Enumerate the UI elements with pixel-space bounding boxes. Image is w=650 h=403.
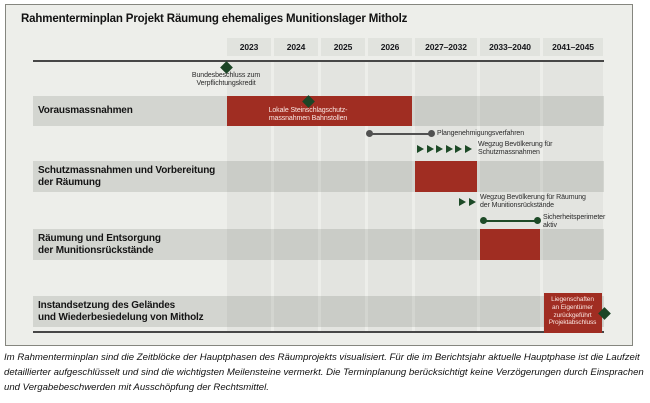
milestone-label-line: Wegzug Bevölkerung für xyxy=(478,141,553,148)
arrow-icon xyxy=(469,198,476,206)
phase-bar-schutzmassnahmen xyxy=(415,161,477,192)
milestone-label-wegzug-schutz xyxy=(478,141,552,157)
figure-caption: Im Rahmenterminplan sind die Zeitblöcke der Hauptphasen des Räumprojekts visualisiert. Für die im Berichtsjahr aktuelle Hauptphase ist die Laufzeit detaillierter aufgeschlüsselt und sind die wichtigsten Meilensteine vermerkt. Die Terminplanung berücksichtigt keine Verzögerungen durch Einsprachen und Vergabebeschwerden mit Ausschöpfung der Rechtsmittel. xyxy=(4,352,644,393)
arrow-icon xyxy=(417,145,424,153)
milestone-label-sicherheitsperimeter xyxy=(543,214,605,230)
milestone-label-line: Sicherheitsperimeter xyxy=(543,213,606,221)
column-header: 2023 xyxy=(227,38,271,56)
milestone-label-line: Verpflichtungskredit xyxy=(196,79,256,87)
column-header: 2025 xyxy=(321,38,365,56)
milestone-label-line: massnahmen Bahnstollen xyxy=(268,114,348,122)
row-label-line: Räumung und Entsorgung xyxy=(38,233,161,244)
column-header: 2027–2032 xyxy=(415,38,477,56)
column-header: 2033–2040 xyxy=(480,38,540,56)
milestone-label-wegzug-raeumung xyxy=(480,194,586,210)
arrow-icon xyxy=(465,145,472,153)
milestone-label-abschluss xyxy=(544,296,601,327)
duration-line-plangenehmigung xyxy=(369,133,431,135)
milestone-label-line: der Munitionsrückstände xyxy=(480,202,554,209)
row-label-line: Schutzmassnahmen und Vorbereitung xyxy=(38,165,216,176)
span-endpoint-dot xyxy=(480,217,487,224)
milestone-label-line: Wegzug Bevölkerung für Räumung xyxy=(480,194,586,201)
row-label-instandsetzung xyxy=(38,300,204,323)
span-endpoint-dot xyxy=(534,217,541,224)
row-label-line: und Wiederbesiedelung von Mitholz xyxy=(38,311,204,323)
arrow-icon xyxy=(436,145,443,153)
milestone-label-line: Bundesbeschluss zum xyxy=(191,71,261,79)
milestone-label-plangenehmigung: Plangenehmigungsverfahren xyxy=(437,130,525,137)
row-label-schutzmassnahmen xyxy=(38,165,215,188)
row-label-raeumung xyxy=(38,233,161,256)
milestone-label-line: zurückgeführt xyxy=(553,311,592,319)
arrow-icon xyxy=(455,145,462,153)
column-header: 2024 xyxy=(274,38,318,56)
arrow-icon xyxy=(427,145,434,153)
row-label-line: der Räumung xyxy=(38,176,101,188)
milestone-label-bundesbeschluss xyxy=(161,72,291,88)
arrow-icon xyxy=(446,145,453,153)
milestone-label-line: Projektabschluss xyxy=(548,319,597,327)
milestone-label-line: an Eigentümer xyxy=(552,303,593,311)
page-title: Rahmenterminplan Projekt Räumung ehemaliges Munitionslager Mitholz xyxy=(21,13,408,25)
phase-bar-raeumung xyxy=(480,229,540,260)
milestone-label-line: Liegenschaften xyxy=(551,296,594,303)
span-endpoint-dot xyxy=(428,130,435,137)
column-stripe xyxy=(415,62,477,331)
row-label-line: Vorausmassnahmen xyxy=(38,105,133,116)
milestone-label-line: Schutzmassnahmen xyxy=(478,149,540,156)
milestone-label-line: aktiv xyxy=(543,221,557,229)
span-endpoint-dot xyxy=(366,130,373,137)
arrow-row xyxy=(417,145,472,153)
arrow-row xyxy=(459,198,476,206)
milestone-label-line: Lokale Steinschlagschutz- xyxy=(268,106,348,114)
row-label-vorausmassnahmen xyxy=(38,105,133,117)
column-header: 2041–2045 xyxy=(543,38,603,56)
row-label-line: der Munitionsrückstände xyxy=(38,244,154,256)
milestone-label-steinschlag xyxy=(248,107,368,123)
bottom-rule xyxy=(33,331,604,333)
row-label-line: Instandsetzung des Geländes xyxy=(38,300,176,311)
column-header: 2026 xyxy=(368,38,412,56)
arrow-icon xyxy=(459,198,466,206)
duration-line-sicherheitsperimeter xyxy=(483,220,537,222)
